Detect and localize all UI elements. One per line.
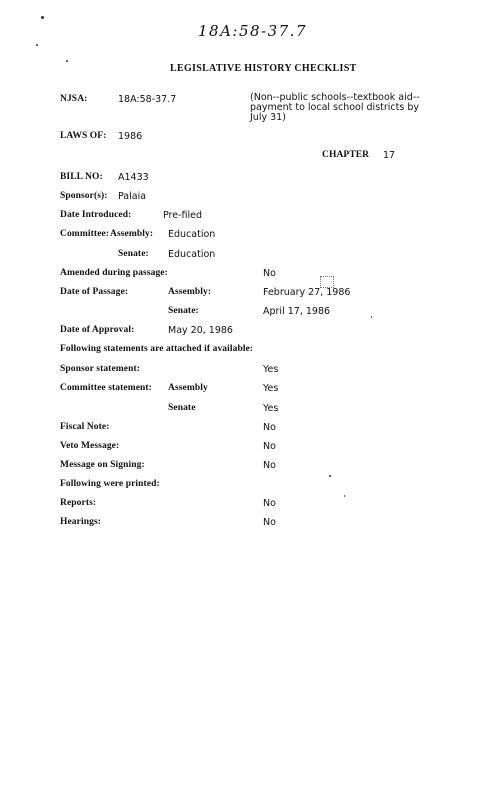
- fiscal-note-value: No: [263, 422, 276, 433]
- committee-senate-label: Senate:: [118, 249, 149, 259]
- committee-assembly-value: Education: [168, 229, 216, 240]
- laws-of-label: LAWS OF:: [60, 131, 107, 141]
- laws-of-value: 1986: [118, 131, 143, 142]
- handwritten-reference: 18A:58-37.7: [198, 22, 308, 40]
- date-of-passage-label: Date of Passage:: [60, 287, 129, 297]
- committee-statement-senate-value: Yes: [263, 403, 279, 414]
- passage-senate-label: Senate:: [168, 306, 199, 316]
- chapter-value: 17: [383, 150, 396, 161]
- njsa-description: (Non--public schools--textbook aid--payment to local school districts by July 31): [250, 92, 420, 123]
- page-title: LEGISLATIVE HISTORY CHECKLIST: [170, 63, 357, 74]
- message-on-signing-label: Message on Signing:: [60, 460, 145, 470]
- date-introduced-label: Date Introduced:: [60, 210, 132, 220]
- scan-speck: [344, 495, 345, 497]
- scan-speck: [329, 475, 331, 477]
- veto-message-label: Veto Message:: [60, 441, 120, 451]
- sponsor-statement-value: Yes: [263, 364, 279, 375]
- passage-senate-value: April 17, 1986: [263, 306, 331, 317]
- following-attached-heading: Following statements are attached if available:: [60, 344, 254, 354]
- committee-label: Committee:: [60, 229, 110, 239]
- veto-message-value: No: [263, 441, 276, 452]
- bill-no-value: A1433: [118, 172, 149, 183]
- amended-label: Amended during passage:: [60, 268, 168, 278]
- fiscal-note-label: Fiscal Note:: [60, 422, 110, 432]
- committee-assembly-label: Assembly:: [110, 229, 154, 239]
- committee-statement-assembly-value: Yes: [263, 383, 279, 394]
- date-of-approval-label: Date of Approval:: [60, 325, 135, 335]
- reports-value: No: [263, 498, 276, 509]
- passage-assembly-value: February 27, 1986: [263, 287, 351, 298]
- sponsors-value: Palaia: [118, 191, 147, 202]
- chapter-label: CHAPTER: [322, 150, 370, 160]
- sponsors-label: Sponsor(s):: [60, 191, 108, 201]
- hearings-label: Hearings:: [60, 517, 102, 527]
- njsa-value: 18A:58-37.7: [118, 94, 177, 105]
- committee-senate-value: Education: [168, 249, 216, 260]
- amended-value: No: [263, 268, 276, 279]
- committee-statement-assembly-label: Assembly: [168, 383, 208, 393]
- passage-assembly-label: Assembly:: [168, 287, 212, 297]
- date-of-approval-value: May 20, 1986: [168, 325, 233, 336]
- following-printed-heading: Following were printed:: [60, 479, 160, 489]
- scan-speck: [66, 60, 68, 62]
- scan-speck: [371, 316, 372, 318]
- hearings-value: No: [263, 517, 276, 528]
- message-on-signing-value: No: [263, 460, 276, 471]
- bill-no-label: BILL NO:: [60, 172, 103, 182]
- njsa-label: NJSA:: [60, 94, 88, 104]
- reports-label: Reports:: [60, 498, 97, 508]
- scan-speck: [41, 16, 44, 19]
- scan-speck: [36, 44, 38, 46]
- sponsor-statement-label: Sponsor statement:: [60, 364, 140, 374]
- date-introduced-value: Pre-filed: [163, 210, 203, 221]
- committee-statement-label: Committee statement:: [60, 383, 152, 393]
- committee-statement-senate-label: Senate: [168, 403, 196, 413]
